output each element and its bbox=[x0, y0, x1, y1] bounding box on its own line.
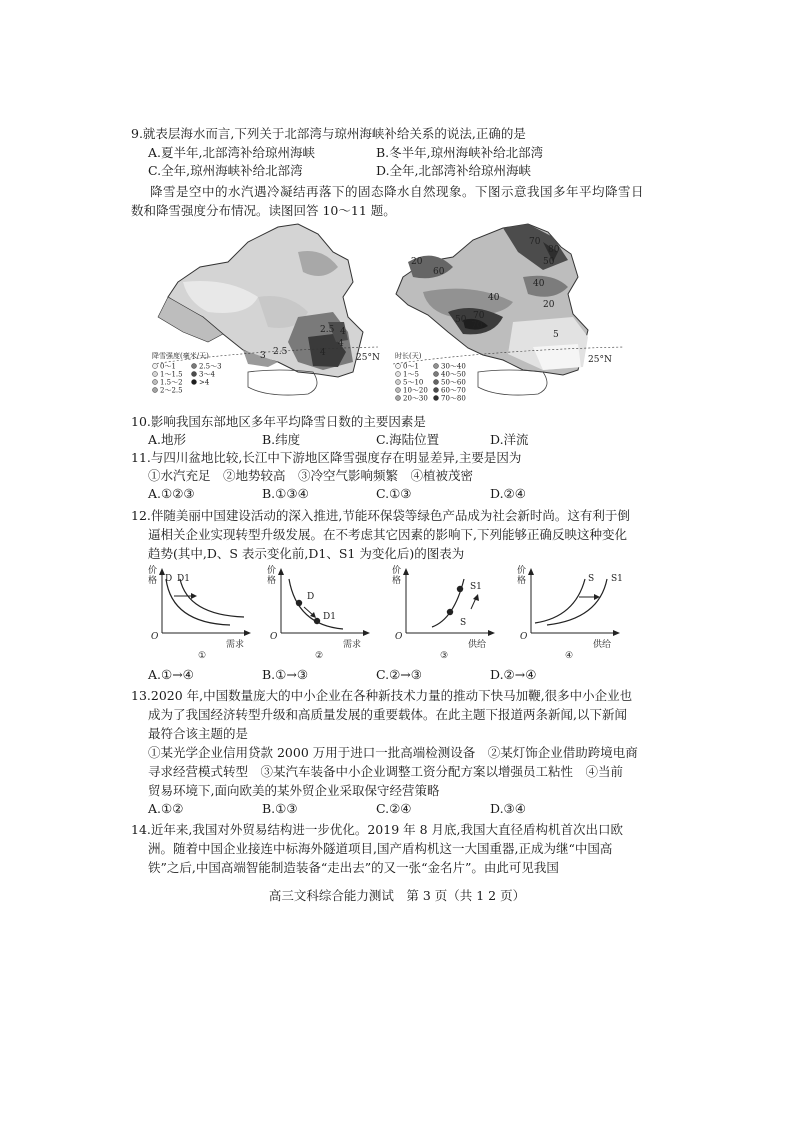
map1-label-2: 2.5 bbox=[273, 347, 288, 357]
q9-option-d: D.全年,北部湾补给琼州海峡 bbox=[376, 163, 532, 178]
graph-3-ylabel-2: 格 bbox=[392, 576, 402, 586]
graph-4-x-arrow bbox=[613, 630, 620, 636]
graph-3 bbox=[392, 565, 502, 660]
q11-option-a: A.①②③ bbox=[148, 486, 195, 501]
q9-option-a: A.夏半年,北部湾补给琼州海峡 bbox=[148, 145, 315, 160]
map1-label-6: 4 bbox=[338, 339, 344, 349]
graph-2-curve-label-1: D bbox=[307, 592, 315, 602]
q10-option-d: D.洋流 bbox=[490, 432, 529, 447]
graph-4-origin: O bbox=[520, 632, 528, 642]
map2-legend-swatch bbox=[434, 364, 439, 369]
map1-legend bbox=[153, 363, 222, 395]
q12-line-1: 12.伴随美丽中国建设活动的深入推进,节能环保袋等绿色产品成为社会新时尚。这有利于倒 bbox=[131, 508, 630, 523]
graph-2-point-d1 bbox=[314, 618, 320, 624]
graph-1-x-arrow bbox=[244, 630, 251, 636]
map1-legend-title: 降雪强度(毫米/天) bbox=[152, 352, 209, 360]
map1-legend-swatch bbox=[192, 364, 197, 369]
graph-1-number: ① bbox=[198, 651, 207, 661]
q11-option-c: C.①③ bbox=[376, 486, 412, 501]
map1-lat-label: 25°N bbox=[356, 353, 380, 363]
map2-legend-swatch bbox=[396, 388, 401, 393]
graph-3-xlabel: 供给 bbox=[468, 640, 487, 650]
map2-label-10: 80 bbox=[548, 245, 560, 255]
map2-legend-swatch bbox=[396, 372, 401, 377]
q9-stem: 9.就表层海水而言,下列关于北部湾与琼州海峡补给关系的说法,正确的是 bbox=[131, 126, 526, 141]
graph-4-curve-label-2: S1 bbox=[611, 574, 623, 584]
graph-3-number: ③ bbox=[440, 651, 449, 661]
map2-legend-swatch bbox=[434, 380, 439, 385]
map2-legend-swatch bbox=[396, 380, 401, 385]
graph-4-number: ④ bbox=[565, 651, 574, 661]
graph-2-ylabel-2: 格 bbox=[267, 576, 277, 586]
map2-label-5: 70 bbox=[471, 321, 483, 331]
map2-legend-swatch bbox=[396, 364, 401, 369]
graph-4 bbox=[517, 565, 627, 660]
map2-legend-label: 70～80 bbox=[441, 394, 466, 403]
q13-line-4: ①某光学企业信用贷款 2000 万用于进口一批高端检测设备 ②某灯饰企业借助跨境电商 bbox=[148, 745, 638, 760]
page-footer: 高三文科综合能力测试 第 3 页（共 1 2 页） bbox=[268, 888, 526, 903]
graph-1-ylabel-2: 格 bbox=[148, 576, 158, 586]
map2-label-3: 50 bbox=[455, 315, 467, 325]
map2-label-1: 20 bbox=[411, 257, 423, 267]
q13-line-5: 寻求经营模式转型 ③某汽车装备中小企业调整工资分配方案以增强员工粘性 ④当前 bbox=[148, 764, 624, 779]
map2-legend-label: 40～50 bbox=[441, 370, 466, 379]
q13-line-1: 13.2020 年,中国数量庞大的中小企业在各种新技术力量的推动下快马加鞭,很多中小企业也 bbox=[131, 688, 633, 703]
map1-legend-swatch bbox=[153, 380, 158, 385]
graph-4-ylabel-1: 价 bbox=[517, 566, 527, 576]
map1-legend-swatch bbox=[153, 364, 158, 369]
q14-line-3: 铁”之后,中国高端智能制造装备“走出去”的又一张“金名片”。由此可见我国 bbox=[148, 860, 559, 875]
snowfall-maps-figure bbox=[148, 222, 628, 412]
map2-lat-label: 25°N bbox=[588, 355, 612, 365]
map2-legend-label: 20～30 bbox=[403, 394, 428, 403]
map2-legend-label: 50～60 bbox=[441, 378, 466, 387]
q12-option-c: C.②→③ bbox=[376, 667, 422, 682]
graph-4-xlabel: 供给 bbox=[593, 640, 612, 650]
q11-option-d: D.②④ bbox=[490, 486, 526, 501]
q13-option-d: D.③④ bbox=[490, 801, 526, 816]
q10-option-b: B.纬度 bbox=[262, 432, 301, 447]
q12-line-2: 逼相关企业实现转型升级发展。在不考虑其它因素的影响下,下列能够正确反映这种变化 bbox=[148, 527, 627, 542]
snowfall-intensity-map bbox=[152, 224, 380, 395]
graph-4-curve-label-1: S bbox=[588, 574, 595, 584]
map1-label-3: 3 bbox=[260, 351, 266, 361]
map2-label-12: 5 bbox=[553, 330, 559, 340]
q11-items: ①水汽充足 ②地势较高 ③冷空气影响频繁 ④植被茂密 bbox=[148, 468, 474, 483]
map1-legend-swatch bbox=[153, 372, 158, 377]
map2-label-4: 70 bbox=[473, 311, 485, 321]
graph-1-curve-label-2: D1 bbox=[177, 574, 190, 584]
map1-legend-label: 1～1.5 bbox=[160, 370, 183, 379]
q10-option-c: C.海陆位置 bbox=[376, 432, 440, 447]
graph-3-move-arrowhead bbox=[473, 594, 479, 601]
map2-legend-swatch bbox=[434, 388, 439, 393]
map1-legend-label: >4 bbox=[199, 378, 210, 387]
q9-option-b: B.冬半年,琼州海峡补给北部湾 bbox=[376, 145, 544, 160]
graph-3-y-arrow bbox=[403, 568, 409, 575]
map2-legend-label: 0～1 bbox=[403, 362, 419, 371]
graph-4-curve-s1 bbox=[547, 579, 607, 625]
map1-label-4: 4 bbox=[340, 327, 346, 337]
graph-2-point-d bbox=[296, 600, 302, 606]
graph-2-y-arrow bbox=[278, 568, 284, 575]
intro-line-2: 数和降雪强度分布情况。读图回答 10～11 题。 bbox=[131, 203, 396, 218]
map2-legend-swatch bbox=[434, 396, 439, 401]
q10-option-a: A.地形 bbox=[148, 432, 187, 447]
q11-stem: 11.与四川盆地比较,长江中下游地区降雪强度存在明显差异,主要是因为 bbox=[131, 450, 522, 465]
map2-legend-label: 5～10 bbox=[403, 378, 424, 387]
graph-3-point-s1 bbox=[457, 586, 463, 592]
map2-label-6: 40 bbox=[488, 293, 500, 303]
q13-option-c: C.②④ bbox=[376, 801, 412, 816]
graph-2-origin: O bbox=[270, 632, 278, 642]
graph-2-xlabel: 需求 bbox=[343, 640, 362, 650]
map1-legend-swatch bbox=[192, 380, 197, 385]
graph-3-point-s bbox=[447, 609, 453, 615]
map2-label-2: 60 bbox=[433, 267, 445, 277]
q12-option-d: D.②→④ bbox=[490, 667, 537, 682]
map1-label-1: 2.5 bbox=[320, 325, 335, 335]
map2-label-7: 40 bbox=[533, 279, 545, 289]
map1-legend-label: 2.5～3 bbox=[199, 362, 222, 371]
map1-label-5: 4 bbox=[320, 348, 326, 358]
graph-3-x-arrow bbox=[488, 630, 495, 636]
map1-legend-swatch bbox=[153, 388, 158, 393]
q12-line-3: 趋势(其中,D、S 表示变化前,D1、S1 为变化后)的图表为 bbox=[148, 546, 465, 561]
graph-1-shift-arrowhead bbox=[191, 593, 197, 599]
map1-legend-swatch bbox=[192, 372, 197, 377]
q12-option-b: B.①→③ bbox=[262, 667, 309, 682]
map2-legend-swatch bbox=[396, 396, 401, 401]
q14-line-1: 14.近年来,我国对外贸易结构进一步优化。2019 年 8 月底,我国大直径盾构机首次出口欧 bbox=[131, 822, 624, 837]
map2-legend-title: 时长(天) bbox=[395, 352, 422, 360]
q13-option-b: B.①③ bbox=[262, 801, 298, 816]
q13-line-3: 最符合该主题的是 bbox=[148, 726, 249, 741]
q13-option-a: A.①② bbox=[148, 801, 184, 816]
map2-legend-swatch bbox=[434, 372, 439, 377]
q13-line-2: 成为了我国经济转型升级和高质量发展的重要载体。在此主题下报道两条新闻,以下新闻 bbox=[148, 707, 627, 722]
intro-line-1: 降雪是空中的水汽遇冷凝结再落下的固态降水自然现象。下图示意我国多年平均降雪日 bbox=[150, 184, 645, 199]
map2-legend-label: 1～5 bbox=[403, 370, 419, 379]
q11-option-b: B.①③④ bbox=[262, 486, 309, 501]
graph-3-origin: O bbox=[395, 632, 403, 642]
q13-line-6: 贸易环境下,面向欧美的某外贸企业采取保守经营策略 bbox=[148, 783, 440, 798]
graph-2-number: ② bbox=[315, 651, 324, 661]
graph-3-ylabel-1: 价 bbox=[392, 566, 402, 576]
map2-label-9: 70 bbox=[529, 237, 541, 247]
map1-legend-label: 0～1 bbox=[160, 362, 176, 371]
graph-1-curve-d bbox=[166, 579, 230, 625]
graph-1-origin: O bbox=[151, 632, 159, 642]
map1-legend-label: 1.5～2 bbox=[160, 378, 183, 387]
q9-option-c: C.全年,琼州海峡补给北部湾 bbox=[148, 163, 303, 178]
map2-legend-label: 60～70 bbox=[441, 386, 466, 395]
map2-label-11: 20 bbox=[543, 300, 555, 310]
q14-line-2: 洲。随着中国企业接连中标海外隧道项目,国产盾构机这一大国重器,正成为继“中国高 bbox=[148, 841, 613, 856]
graph-4-y-arrow bbox=[528, 568, 534, 575]
q12-option-a: A.①→④ bbox=[148, 667, 194, 682]
map2-legend-label: 10～20 bbox=[403, 386, 428, 395]
graph-1-xlabel: 需求 bbox=[226, 640, 245, 650]
graph-3-curve-label-1: S bbox=[460, 618, 467, 628]
map1-legend-label: 3～4 bbox=[199, 370, 215, 379]
graph-2 bbox=[267, 565, 377, 660]
map2-label-8: 50 bbox=[543, 257, 555, 267]
map1-legend-label: 2～2.5 bbox=[160, 386, 183, 395]
graph-3-curve-label-2: S1 bbox=[470, 582, 482, 592]
graph-1 bbox=[148, 565, 258, 660]
graph-1-curve-label-1: D bbox=[165, 574, 173, 584]
graph-2-x-arrow bbox=[363, 630, 370, 636]
graph-2-ylabel-1: 价 bbox=[267, 566, 277, 576]
snowfall-days-map bbox=[393, 224, 623, 403]
graph-1-curve-d1 bbox=[180, 579, 244, 617]
graph-4-ylabel-2: 格 bbox=[517, 576, 527, 586]
map2-legend-label: 30～40 bbox=[441, 362, 466, 371]
map2-legend bbox=[396, 363, 466, 403]
graph-1-ylabel-1: 价 bbox=[148, 566, 158, 576]
graph-2-curve-label-2: D1 bbox=[323, 612, 336, 622]
q10-stem: 10.影响我国东部地区多年平均降雪日数的主要因素是 bbox=[131, 414, 426, 429]
